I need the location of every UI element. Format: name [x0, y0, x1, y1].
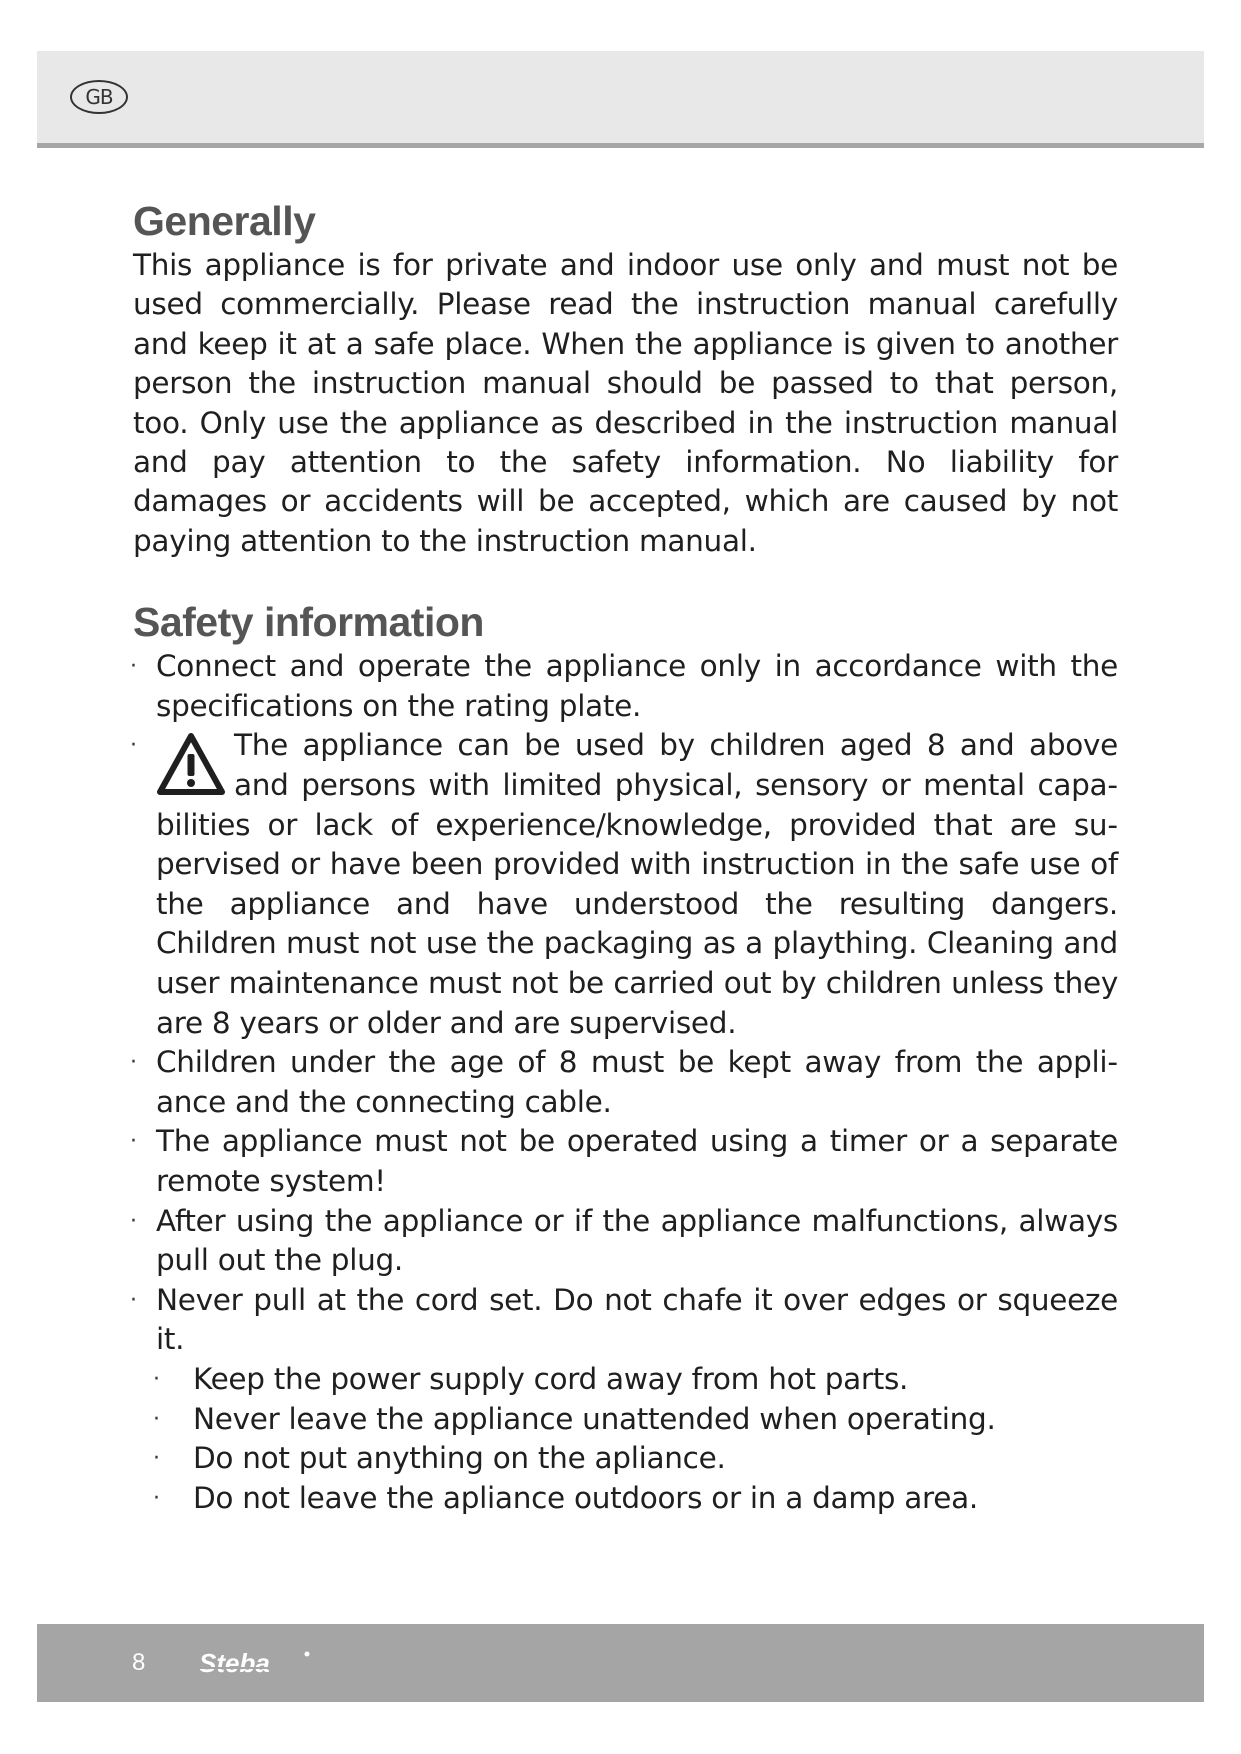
sub-list-item-text: Never leave the appliance unattended when operating. [193, 1401, 996, 1436]
bullet-marker: · [130, 1208, 137, 1234]
list-item-text: Never pull at the cord set. Do not chafe it over edges or squeeze it. [156, 1282, 1118, 1357]
steba-logo [195, 1646, 315, 1682]
safety-sub-list [133, 1360, 1118, 1518]
bullet-marker: · [130, 654, 137, 680]
page-content [130, 196, 1118, 1518]
list-item-text: The appliance can be used by children aged 8 and above and persons with limited physical, sensory or mental capabilities or lack of experience/knowledge, provided that are supervised or have been provided with instruction in the safe use of the appliance and have understood the resulting dangers. Children must not use the packaging as a plaything. Cleaning and user maintenance must not be carried out by children unless they are 8 years or older and are supervised. [156, 728, 1118, 1040]
bullet-marker: · [130, 1287, 137, 1313]
page-header-band [37, 51, 1204, 148]
generally-paragraph: This appliance is for private and indoor use only and must not be used commercially. Please read the instruction manual carefully and keep it at a safe place. When the appliance is given to another person the instruction manual should be passed to that person, too. Only use the appliance as described in the instruction manual and pay attention to the safety information. No liability for damages or accidents will be accepted, which are caused by not paying attention to the instruction manual. [133, 248, 1118, 558]
list-item-text: After using the appliance or if the appliance malfunctions, always pull out the plug. [156, 1203, 1118, 1278]
bullet-marker: · [130, 733, 137, 759]
bullet-marker: · [130, 1129, 137, 1155]
section-title-safety: Safety information [133, 599, 484, 646]
list-item-text: Children under the age of 8 must be kept away from the appliance and the connecting cable. [156, 1045, 1118, 1119]
list-item [130, 726, 1118, 1043]
sub-list-item-text: Do not put anything on the apliance. [193, 1441, 726, 1476]
sub-list-item [133, 1400, 1118, 1440]
list-item [130, 1281, 1118, 1360]
language-badge: GB [70, 80, 128, 114]
list-item [130, 1202, 1118, 1281]
page-number: 8 [132, 1649, 146, 1676]
sub-list-item [133, 1439, 1118, 1479]
page-footer-band [37, 1624, 1204, 1702]
sub-list-item-text: Keep the power supply cord away from hot parts. [193, 1361, 909, 1396]
warning-triangle-icon [156, 732, 226, 796]
brand-logo-text: Steba [199, 1648, 270, 1678]
section-title-generally: Generally [133, 198, 316, 244]
bullet-marker: · [153, 1406, 160, 1432]
sub-list-item [133, 1479, 1118, 1519]
list-item [130, 1122, 1118, 1201]
bullet-marker: · [153, 1366, 160, 1392]
sub-list-item [133, 1360, 1118, 1400]
sub-list-item-text: Do not leave the apliance outdoors or in a damp area. [193, 1480, 978, 1515]
list-item [130, 1043, 1118, 1122]
bullet-marker: · [153, 1485, 160, 1511]
safety-list [130, 647, 1118, 1360]
list-item [130, 647, 1118, 726]
bullet-marker: · [153, 1446, 160, 1472]
list-item-text: Connect and operate the appliance only in accordance with the specifications on the rating plate. [156, 649, 1118, 723]
bullet-marker: · [130, 1050, 137, 1076]
list-item-text: The appliance must not be operated using a timer or a separate remote system! [156, 1124, 1118, 1198]
